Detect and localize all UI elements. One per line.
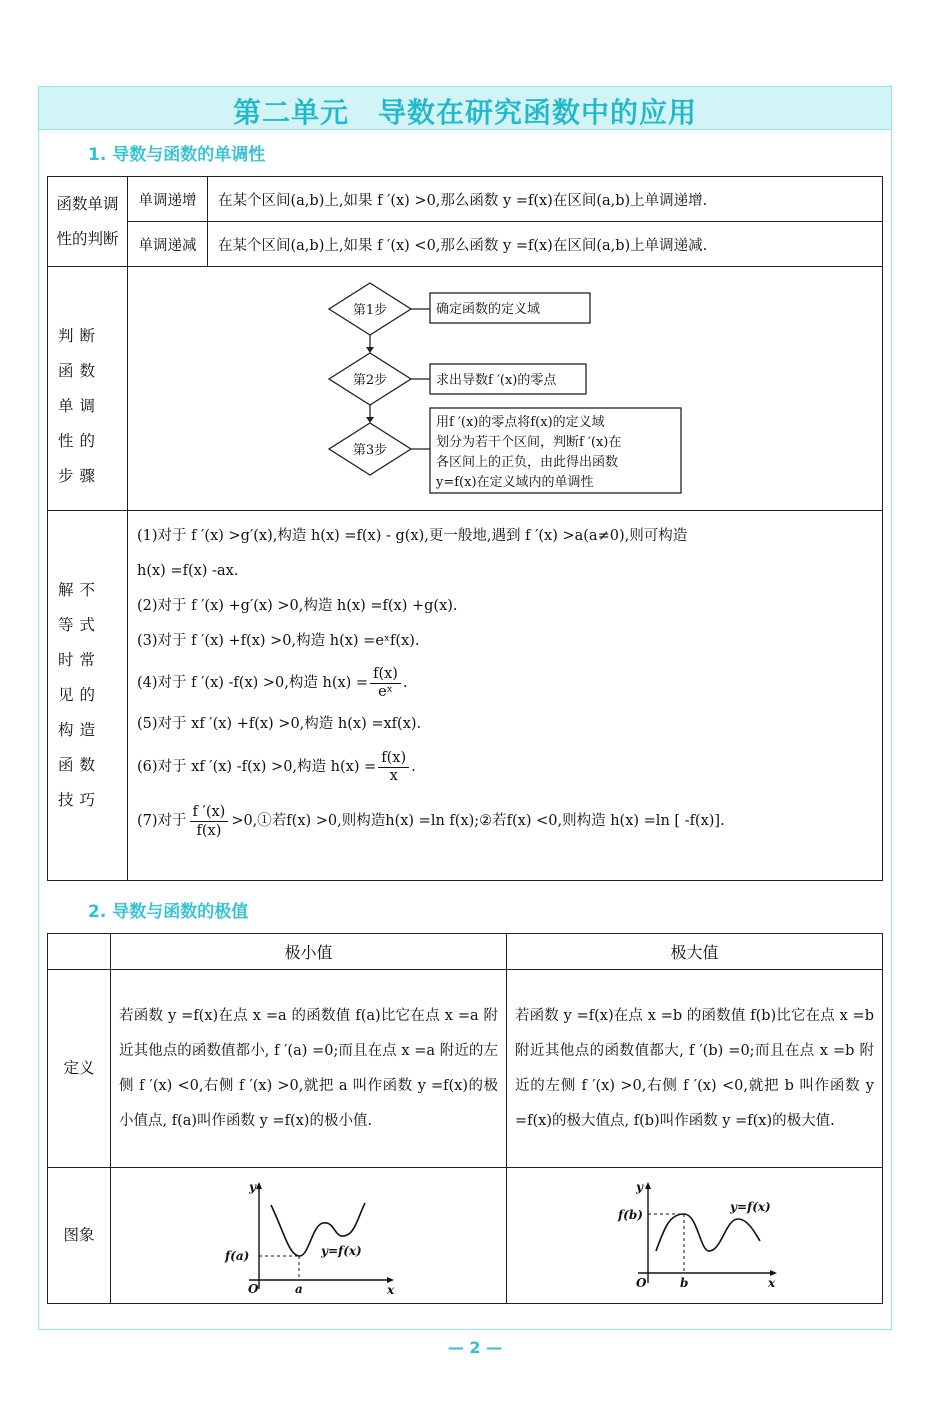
col-max-header: 极大值 [507, 934, 883, 970]
increasing-text: 在某个区间(a,b)上,如果 f ′(x) >0,那么函数 y =f(x)在区间(a,b)上单调递增. [208, 177, 883, 222]
ineq-4-den: eˣ [378, 683, 393, 700]
ineq-7-den: f(x) [196, 822, 222, 839]
ineq-content [128, 511, 883, 881]
ineq-7-fraction [190, 803, 229, 840]
max-y-arrow [645, 1182, 651, 1189]
ineq-6-num: f(x) [378, 750, 409, 768]
graph-min-cell [111, 1168, 507, 1304]
page-title: 第二单元 导数在研究函数中的应用 [232, 96, 697, 129]
flowchart-svg [128, 267, 882, 510]
max-fn-label: y=f(x) [729, 1199, 771, 1214]
section1-heading: 1. 导数与函数的单调性 [88, 145, 266, 165]
graph-max-cell [507, 1168, 883, 1304]
graph-max-svg [610, 1181, 780, 1291]
ineq-line-6: (6)对于 xf ′(x) -f(x) >0,构造 h(x) = $\frac{f(x)}{x}$ . [137, 749, 416, 784]
ineq-line-1a: (1)对于 f ′(x) >g′(x),构造 h(x) =f(x) - g(x),更一般地,遇到 f ′(x) >a(a≠0),则可构造 [137, 528, 688, 544]
arrowhead-2 [366, 417, 374, 423]
step3-desc-line2: 划分为若干个区间，判断f ′(x)在 [436, 435, 622, 450]
step1-desc: 确定函数的定义域 [436, 302, 541, 317]
min-fn-label: y=f(x) [320, 1243, 362, 1258]
increasing-label: 单调递增 [128, 177, 208, 222]
step1-text: 第1步 [352, 303, 388, 318]
max-value-label: f(b) [617, 1207, 643, 1222]
step2-text: 第2步 [352, 373, 388, 388]
ineq-line-5: (5)对于 xf ′(x) +f(x) >0,构造 h(x) =xf(x). [137, 716, 422, 732]
ineq-line-1b: h(x) =f(x) -ax. [137, 563, 239, 579]
ineq-label: 解不等式时常见的构造函数技巧 [48, 511, 128, 881]
ineq-4-fraction [370, 666, 401, 701]
ineq-6-prefix: (6)对于 xf ′(x) -f(x) >0,构造 h(x) = [137, 758, 377, 775]
extremum-table [47, 933, 883, 1304]
max-curve [656, 1214, 760, 1251]
max-point-label: b [679, 1275, 688, 1290]
steps-label: 判断函数单调性的步骤 [48, 267, 128, 511]
ineq-line-2: (2)对于 f ′(x) +g′(x) >0,构造 h(x) =f(x) +g(x). [137, 598, 458, 614]
min-origin: O [247, 1281, 258, 1295]
col-min-header: 极小值 [111, 934, 507, 970]
min-value-label: f(a) [224, 1248, 249, 1263]
row-def-label: 定义 [48, 970, 111, 1168]
decreasing-label: 单调递减 [128, 222, 208, 267]
ineq-line-3: (3)对于 f ′(x) +f(x) >0,构造 h(x) =eˣf(x). [137, 633, 420, 649]
monotonicity-table [47, 176, 883, 881]
ineq-6-fraction [378, 750, 409, 785]
max-origin: O [635, 1275, 646, 1290]
row-graph-label: 图象 [48, 1168, 111, 1304]
min-x-label: x [386, 1282, 394, 1295]
ineq-line-4: (4)对于 f ′(x) -f(x) >0,构造 h(x) = $\frac{f(x)}{\text{eˣ}}$ . [137, 665, 408, 700]
min-point-label: a [294, 1281, 303, 1295]
ineq-7-prefix: (7)对于 [137, 812, 187, 829]
step2-desc: 求出导数f ′(x)的零点 [436, 373, 557, 388]
arrowhead-1 [366, 347, 374, 353]
section2-heading: 2. 导数与函数的极值 [88, 902, 249, 922]
decreasing-text: 在某个区间(a,b)上,如果 f ′(x) <0,那么函数 y =f(x)在区间(a,b)上单调递减. [208, 222, 883, 267]
step3-text: 第3步 [352, 443, 388, 458]
ineq-6-den: x [389, 767, 398, 784]
ineq-4-prefix: (4)对于 f ′(x) -f(x) >0,构造 h(x) = [137, 674, 369, 691]
step3-desc-line3: 各区间上的正负，由此得出函数 [436, 455, 619, 470]
max-x-label: x [767, 1275, 775, 1290]
def-max: 若函数 y =f(x)在点 x =b 的函数值 f(b)比它在点 x =b 附近其他点的函数值都大, f ′(b) =0;而且在点 x =b 附近的左侧 f ′(x) >0,右侧 f ′(x) <0,就把 b 叫作函数 y =f(x)的极大值点, f(b)叫作函数 y =f(x)的极大值. [507, 970, 883, 1168]
ineq-7-num: f ′(x) [190, 803, 229, 822]
step3-desc-line4: y=f(x)在定义域内的单调性 [436, 475, 594, 490]
ineq-4-num: f(x) [370, 666, 401, 684]
max-y-label: y [635, 1180, 643, 1194]
step3-desc-line1: 用f ′(x)的零点将f(x)的定义域 [436, 415, 605, 430]
title-bar [39, 87, 891, 130]
page-number: — 2 — [447, 1338, 503, 1357]
steps-flowchart [128, 267, 883, 511]
def-min: 若函数 y =f(x)在点 x =a 的函数值 f(a)比它在点 x =a 附近其他点的函数值都小, f ′(a) =0;而且在点 x =a 附近的左侧 f ′(x) <0,右侧 f ′(x) >0,就把 a 叫作函数 y =f(x)的极小值点, f(a)叫作函数 y =f(x)的极小值. [111, 970, 507, 1168]
ineq-7-suffix: >0,①若f(x) >0,则构造h(x) =ln f(x);②若f(x) <0,则构造 h(x) =ln [ -f(x)]. [231, 812, 725, 829]
corner-cell [48, 934, 111, 970]
min-y-arrow [256, 1182, 262, 1189]
graph-min-svg [209, 1177, 409, 1295]
ineq-line-7 [137, 792, 881, 850]
min-y-label: y [248, 1179, 256, 1194]
monotone-label: 函数单调性的判断 [48, 177, 128, 267]
